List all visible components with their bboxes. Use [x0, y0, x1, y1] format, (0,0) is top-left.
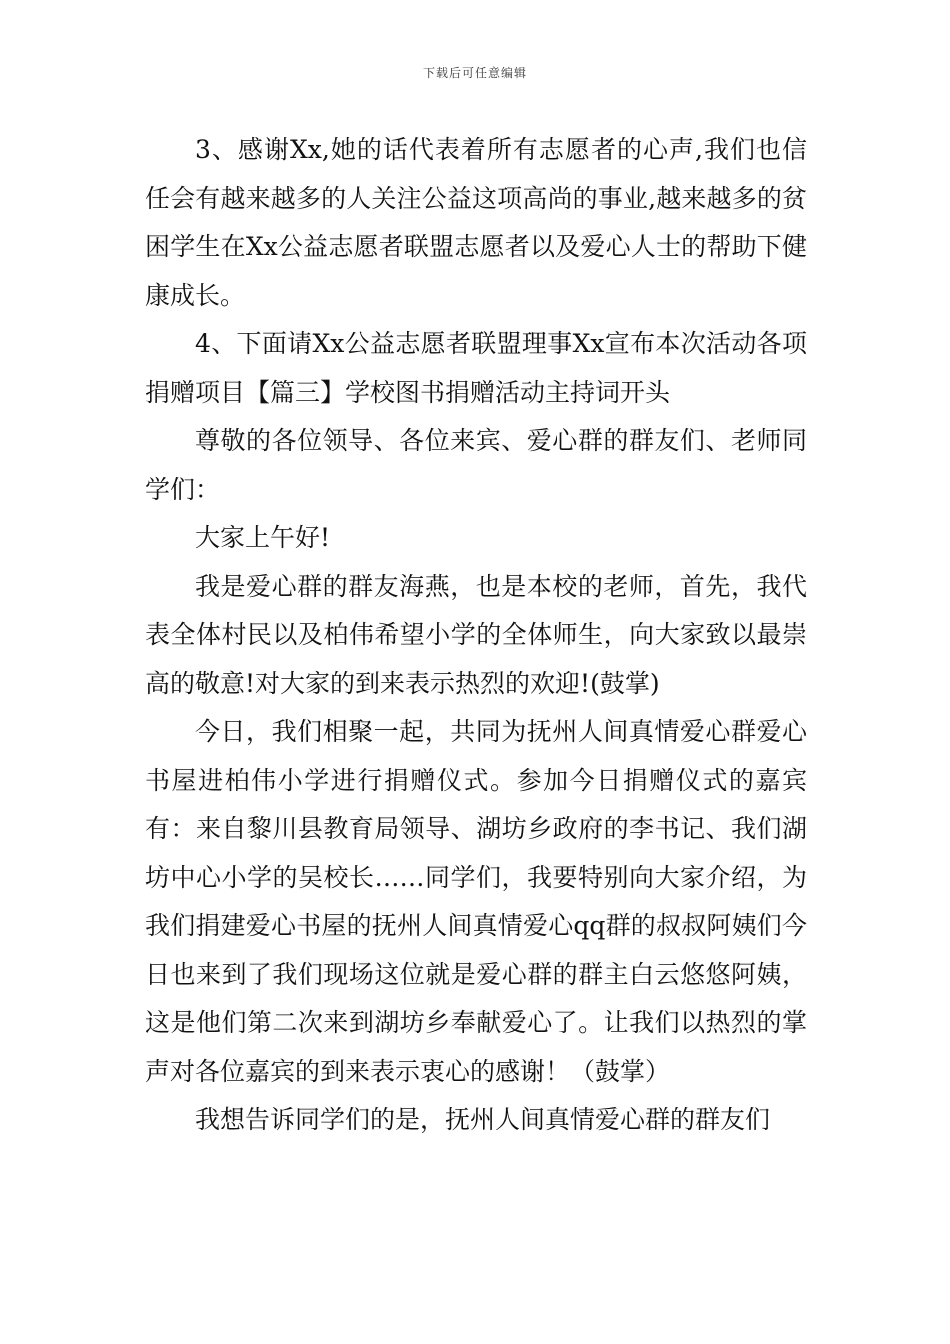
paragraph-greeting: 大家上午好! [195, 523, 331, 552]
paragraph-self-introduction: 我是爱心群的群友海燕，也是本校的老师，首先，我代表全体村民以及柏伟希望小学的全体师生，向大家致以最崇高的敬意!对大家的到来表示热烈的欢迎!(鼓掌) [145, 571, 807, 698]
paragraph-closing: 我想告诉同学们的是，抚州人间真情爱心群的群友们 [195, 1105, 771, 1134]
paragraph-thanks: 3、感谢Xx,她的话代表着所有志愿者的心声,我们也信任会有越来越多的人关注公益这项高尚的事业,越来越多的贫困学生在Xx公益志愿者联盟志愿者以及爱心人士的帮助下健康成长。 [145, 135, 807, 310]
paragraph-announcement: 4、下面请Xx公益志愿者联盟理事Xx宣布本次活动各项捐赠项目【篇三】学校图书捐赠活动主持词开头 [145, 329, 807, 407]
paragraph-ceremony-introduction: 今日，我们相聚一起，共同为抚州人间真情爱心群爱心书屋进柏伟小学进行捐赠仪式。参加今日捐赠仪式的嘉宾有：来自黎川县教育局领导、湖坊乡政府的李书记、我们湖坊中心小学的吴校长……同学们，我要特别向大家介绍，为我们捐建爱心书屋的抚州人间真情爱心qq群的叔叔阿姨们今日也来到了我们现场这位就是爱心群的群主白云悠悠阿姨，这是他们第二次来到湖坊乡奉献爱心了。让我们以热烈的掌声对各位嘉宾的到来表示衷心的感谢！（鼓掌） [145, 717, 807, 1086]
page-header: 下载后可任意编辑 [422, 66, 527, 80]
document-body [145, 126, 807, 1145]
paragraph-salutation: 尊敬的各位领导、各位来宾、爱心群的群友们、老师同学们： [145, 426, 807, 504]
